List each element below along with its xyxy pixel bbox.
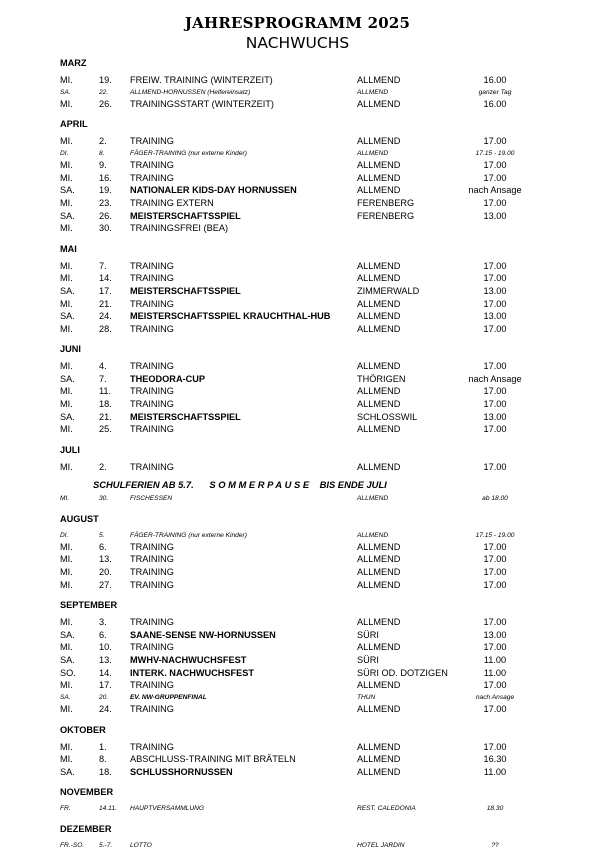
row-weekday: MI.	[60, 567, 73, 577]
row-weekday: SA.	[60, 629, 75, 640]
row-location: SCHLOSSWIL	[357, 411, 418, 422]
row-event: ALLMEND-HORNUSSEN (Helfereinsatz)	[130, 88, 251, 96]
row-event: TRAININGSSTART (WINTERZEIT)	[130, 98, 274, 109]
section-heading: MAI	[60, 243, 77, 254]
row-time: nach Ansage	[468, 185, 522, 196]
row-time: 17.00	[483, 617, 507, 628]
row-event: TRAINING EXTERN	[130, 197, 214, 208]
row-event: SAANE-SENSE NW-HORNUSSEN	[130, 629, 276, 640]
row-time: 17.00	[483, 197, 507, 208]
row-weekday: SA.	[60, 185, 75, 196]
row-time: 17.00	[483, 260, 507, 271]
row-time: ganzer Tag	[478, 88, 512, 96]
section-gap	[60, 235, 560, 240]
row-time: 17.00	[483, 273, 507, 284]
row-event: SCHLUSSHORNUSSEN	[130, 766, 233, 777]
schedule-row	[60, 272, 560, 285]
row-event: TRAINING	[130, 703, 174, 714]
row-event: TRAINING	[130, 136, 174, 147]
row-weekday: MI.	[60, 298, 73, 309]
row-weekday: MI.	[60, 273, 73, 284]
section-gap	[60, 716, 560, 721]
row-location: ALLMEND	[357, 172, 401, 183]
row-event: FISCHESSEN	[130, 495, 173, 503]
row-location: ALLMEND	[357, 642, 401, 653]
row-weekday: FR.	[60, 805, 71, 813]
row-time: 17.00	[483, 461, 507, 472]
row-date: 14.	[99, 273, 112, 284]
row-weekday: MI.	[60, 172, 73, 183]
row-location: ALLMEND	[357, 680, 401, 691]
row-weekday: SO.	[60, 667, 76, 678]
row-location: ALLMEND	[357, 88, 389, 96]
row-location: ALLMEND	[357, 323, 401, 334]
row-location: REST. CALEDONIA	[357, 805, 416, 813]
row-location: ALLMEND	[357, 160, 401, 171]
row-time: 11.00	[483, 667, 507, 678]
row-location: ALLMEND	[357, 741, 401, 752]
row-date: 11.	[99, 386, 112, 397]
row-weekday: MI.	[60, 703, 73, 714]
row-location: SÜRI	[357, 654, 379, 665]
row-location: ALLMEND	[357, 579, 401, 590]
row-date: 2.	[99, 136, 107, 147]
row-date: 10.	[99, 642, 112, 653]
row-date: 21.	[99, 411, 112, 422]
row-event: ABSCHLUSS-TRAINING MIT BRÄTELN	[130, 754, 296, 765]
row-weekday: MI.	[60, 323, 73, 334]
row-location: ALLMEND	[357, 554, 401, 565]
row-date: 21.	[99, 298, 112, 309]
row-location: FERENBERG	[357, 197, 415, 208]
schedule-row	[60, 803, 560, 814]
row-time: 17.00	[483, 541, 507, 552]
schedule-row	[60, 148, 560, 159]
row-time: 17.00	[483, 136, 507, 147]
schedule-row	[60, 461, 560, 474]
row-date: 20.	[99, 693, 109, 701]
row-time: 13.00	[483, 285, 507, 296]
row-event: FREIW. TRAINING (WINTERZEIT)	[130, 75, 273, 85]
row-event: INTERK. NACHWUCHSFEST	[130, 667, 255, 678]
row-event: TRAINING	[130, 273, 174, 284]
schedule-row	[60, 323, 560, 336]
row-date: 19.	[99, 75, 112, 85]
row-event: EV. NW-GRUPPENFINAL	[130, 693, 207, 701]
row-event: TRAINING	[130, 298, 174, 309]
schedule-row	[60, 530, 560, 541]
row-weekday: MI.	[60, 75, 73, 85]
section-heading: SEPTEMBER	[60, 600, 118, 611]
row-date: 18.	[99, 399, 112, 410]
row-date: 14.	[99, 667, 112, 678]
row-date: 13.	[99, 654, 112, 665]
row-event: TRAINING	[130, 160, 174, 171]
section-heading: MARZ	[60, 58, 87, 68]
row-event: MEISTERSCHAFTSSPIEL	[130, 285, 241, 296]
row-weekday: SA.	[60, 373, 75, 384]
schedule-row	[60, 98, 560, 111]
row-time: 17.00	[483, 579, 507, 590]
row-weekday: MI.	[60, 386, 73, 397]
row-date: 16.	[99, 172, 112, 183]
row-time: ??	[491, 841, 499, 849]
row-location: ALLMEND	[357, 98, 401, 109]
row-time: 17.00	[483, 386, 507, 397]
schedule-row	[60, 285, 560, 298]
row-date: 30.	[99, 495, 109, 503]
schedule-row	[60, 135, 560, 148]
row-time: 13.00	[483, 311, 507, 322]
section-heading: OKTOBER	[60, 724, 106, 735]
row-time: 17.00	[483, 554, 507, 565]
row-weekday: SA.	[60, 285, 75, 296]
section-heading: APRIL	[60, 119, 88, 130]
document-subtitle: NACHWUCHS	[245, 34, 350, 52]
row-weekday: MI.	[60, 361, 73, 372]
row-time: 18.30	[486, 805, 504, 813]
row-location: ALLMEND	[357, 185, 401, 196]
row-location: ALLMEND	[357, 495, 389, 503]
row-location: ALLMEND	[357, 461, 401, 472]
section-gap	[60, 436, 560, 441]
row-date: 24.	[99, 311, 112, 322]
schedule-row	[60, 74, 560, 87]
row-weekday: MI.	[60, 260, 73, 271]
row-weekday: MI.	[60, 579, 73, 590]
row-event: TRAINING	[130, 554, 174, 565]
note-summer-break: SOMMERPAUSE	[209, 479, 312, 491]
schedule-row	[60, 310, 560, 323]
row-date: 24.	[99, 703, 112, 714]
row-weekday: MI.	[60, 98, 73, 109]
row-location: ALLMEND	[357, 567, 401, 577]
schedule-row	[60, 741, 560, 754]
row-event: TRAINING	[130, 172, 174, 183]
schedule-row	[60, 566, 560, 579]
row-weekday: SA.	[60, 311, 75, 322]
row-event: MEISTERSCHAFTSSPIEL	[130, 411, 241, 422]
row-location: ALLMEND	[357, 298, 401, 309]
row-event: FÄGER-TRAINING (nur externe Kinder)	[130, 531, 247, 539]
row-weekday: FR.-SO.	[60, 841, 85, 849]
section-gap	[60, 505, 560, 510]
schedule-row	[60, 766, 560, 779]
row-time: 17.00	[483, 680, 507, 691]
row-time: 11.00	[483, 654, 507, 665]
section-gap	[60, 110, 560, 115]
row-weekday: MI.	[60, 495, 70, 503]
row-date: 8.	[99, 149, 105, 157]
schedule-row	[60, 87, 560, 98]
schedule-row	[60, 579, 560, 592]
row-time: 17.00	[483, 567, 507, 577]
row-location: ALLMEND	[357, 754, 401, 765]
row-event: TRAINING	[130, 424, 174, 435]
schedule-row	[60, 197, 560, 210]
row-time: 17.00	[483, 703, 507, 714]
section-gap	[60, 815, 560, 820]
row-time: 17.00	[483, 642, 507, 653]
schedule-row	[60, 260, 560, 273]
row-location: ALLMEND	[357, 75, 401, 85]
row-time: 13.00	[483, 629, 507, 640]
row-date: 6.	[99, 541, 107, 552]
row-date: 25.	[99, 424, 112, 435]
row-weekday: SA.	[60, 88, 71, 96]
row-time: 11.00	[483, 766, 507, 777]
row-date: 30.	[99, 223, 112, 234]
row-weekday: SA.	[60, 210, 75, 221]
row-time: 13.00	[483, 210, 507, 221]
row-time: 17.00	[483, 399, 507, 410]
row-location: ALLMEND	[357, 766, 401, 777]
row-time: nach Ansage	[475, 693, 515, 701]
row-date: 7.	[99, 373, 107, 384]
section-gap	[60, 591, 560, 596]
row-weekday: MI.	[60, 554, 73, 565]
row-event: TRAINING	[130, 260, 174, 271]
row-event: TRAINING	[130, 579, 174, 590]
row-location: ALLMEND	[357, 311, 401, 322]
row-date: 6.	[99, 629, 107, 640]
row-time: 17.00	[483, 361, 507, 372]
row-location: SÜRI OD. DOTZIGEN	[357, 667, 448, 678]
schedule-row	[60, 298, 560, 311]
schedule-row	[60, 411, 560, 424]
row-weekday: SA.	[60, 766, 75, 777]
row-time: 17.00	[483, 323, 507, 334]
row-date: 28.	[99, 323, 112, 334]
row-event: TRAINING	[130, 386, 174, 397]
row-weekday: MI.	[60, 223, 73, 234]
row-weekday: MI.	[60, 541, 73, 552]
row-date: 5.	[99, 531, 105, 539]
row-date: 1.	[99, 741, 107, 752]
row-event: TRAINING	[130, 399, 174, 410]
row-weekday: SA.	[60, 411, 75, 422]
row-event: TRAININGSFREI (BEA)	[130, 223, 229, 234]
schedule-row	[60, 360, 560, 373]
row-event: TRAINING	[130, 541, 174, 552]
schedule-row	[60, 753, 560, 766]
row-event: HAUPTVERSAMMLUNG	[130, 805, 205, 813]
row-time: 17.00	[483, 160, 507, 171]
row-event: MWHV-NACHWUCHSFEST	[130, 654, 247, 665]
row-time: 13.00	[483, 411, 507, 422]
row-event: TRAINING	[130, 642, 174, 653]
schedule-row	[60, 398, 560, 411]
row-weekday: MI.	[60, 136, 73, 147]
row-event: MEISTERSCHAFTSSPIEL	[130, 210, 241, 221]
row-location: ALLMEND	[357, 617, 401, 628]
row-time: 17.00	[483, 298, 507, 309]
row-weekday: MI.	[60, 617, 73, 628]
row-weekday: MI.	[60, 461, 73, 472]
row-location: ALLMEND	[357, 424, 401, 435]
schedule-row	[60, 641, 560, 654]
row-event: TRAINING	[130, 461, 174, 472]
schedule-row	[60, 629, 560, 642]
row-date: 5.-7.	[99, 841, 113, 849]
row-time: 16.00	[483, 98, 507, 109]
row-weekday: DI.	[60, 531, 69, 539]
row-date: 17.	[99, 285, 112, 296]
row-event: TRAINING	[130, 680, 174, 691]
row-location: THUN	[357, 693, 376, 701]
row-date: 3.	[99, 617, 107, 628]
row-event: THEODORA-CUP	[130, 373, 206, 384]
section-gap	[60, 851, 560, 856]
row-time: 16.30	[483, 754, 507, 765]
row-date: 7.	[99, 260, 107, 271]
section-heading: NOVEMBER	[60, 787, 114, 798]
schedule-row	[60, 616, 560, 629]
row-event: TRAINING	[130, 567, 174, 577]
section-gap	[60, 778, 560, 783]
row-event: TRAINING	[130, 323, 174, 334]
row-location: ALLMEND	[357, 260, 401, 271]
row-weekday: MI.	[60, 424, 73, 435]
row-location: ALLMEND	[357, 399, 401, 410]
note-until: BIS ENDE JULI	[319, 479, 387, 491]
row-weekday: MI.	[60, 197, 73, 208]
schedule-row	[60, 423, 560, 436]
section-heading: AUGUST	[60, 513, 99, 524]
row-event: MEISTERSCHAFTSSPIEL KRAUCHTHAL-HUB	[130, 311, 331, 322]
schedule-row	[60, 159, 560, 172]
row-location: ALLMEND	[357, 531, 389, 539]
row-event: TRAINING	[130, 361, 174, 372]
section-heading: JULI	[60, 444, 80, 455]
schedule-row	[60, 667, 560, 680]
row-event: TRAINING	[130, 741, 174, 752]
schedule-row	[60, 703, 560, 716]
row-date: 18.	[99, 766, 112, 777]
row-date: 2.	[99, 461, 107, 472]
row-weekday: MI.	[60, 754, 73, 765]
section-heading: JUNI	[60, 344, 81, 355]
row-location: ALLMEND	[357, 136, 401, 147]
row-location: ZIMMERWALD	[357, 285, 420, 296]
schedule-row	[60, 222, 560, 235]
row-date: 9.	[99, 160, 107, 171]
row-date: 17.	[99, 680, 112, 691]
row-time: ab 18.00	[482, 495, 508, 503]
row-location: HOTEL JARDIN	[357, 841, 405, 849]
row-date: 27.	[99, 579, 112, 590]
row-time: 17.00	[483, 424, 507, 435]
row-weekday: SA.	[60, 693, 71, 701]
row-time: nach Ansage	[468, 373, 522, 384]
row-location: ALLMEND	[357, 386, 401, 397]
row-time: 17.15 - 19.00	[475, 149, 515, 157]
row-weekday: MI.	[60, 399, 73, 410]
row-date: 8.	[99, 754, 107, 765]
schedule-row	[60, 553, 560, 566]
schedule-row	[60, 172, 560, 185]
row-weekday: DI.	[60, 149, 69, 157]
row-weekday: MI.	[60, 160, 73, 171]
schedule-row	[60, 184, 560, 197]
row-location: THÖRIGEN	[357, 373, 406, 384]
row-time: 17.00	[483, 172, 507, 183]
row-date: 4.	[99, 361, 107, 372]
section-gap	[60, 335, 560, 340]
row-event: TRAINING	[130, 617, 174, 628]
document-title: JAHRESPROGRAMM 2025	[184, 14, 411, 32]
row-date: 13.	[99, 554, 112, 565]
row-location: ALLMEND	[357, 703, 401, 714]
schedule-content	[60, 58, 560, 856]
schedule-row	[60, 385, 560, 398]
schedule-row	[60, 541, 560, 554]
row-date: 26.	[99, 98, 112, 109]
row-weekday: MI.	[60, 741, 73, 752]
schedule-row	[60, 679, 560, 692]
row-weekday: SA.	[60, 654, 75, 665]
schedule-row	[60, 692, 560, 703]
row-weekday: MI.	[60, 642, 73, 653]
row-location: ALLMEND	[357, 361, 401, 372]
row-time: 17.00	[483, 741, 507, 752]
row-location: ALLMEND	[357, 149, 389, 157]
row-date: 23.	[99, 197, 112, 208]
row-date: 14.11.	[99, 805, 117, 813]
row-date: 19.	[99, 185, 112, 196]
summer-break-note	[60, 473, 560, 493]
schedule-row	[60, 840, 560, 851]
row-time: 16.00	[483, 75, 507, 85]
row-date: 26.	[99, 210, 112, 221]
row-event: FÄGER-TRAINING (nur externe Kinder)	[130, 149, 247, 157]
row-event: NATIONALER KIDS-DAY HORNUSSEN	[130, 185, 297, 196]
schedule-row	[60, 210, 560, 223]
row-weekday: MI.	[60, 680, 73, 691]
schedule-row	[60, 493, 560, 504]
note-holidays: SCHULFERIEN AB 5.7.	[93, 479, 194, 491]
row-location: FERENBERG	[357, 210, 415, 221]
row-time: 17.15 - 19.00	[475, 531, 515, 539]
row-date: 22.	[99, 88, 109, 96]
section-heading: DEZEMBER	[60, 823, 112, 834]
row-location: SÜRI	[357, 629, 379, 640]
row-location: ALLMEND	[357, 273, 401, 284]
row-event: LOTTO	[130, 841, 152, 849]
row-date: 20.	[99, 567, 112, 577]
schedule-row	[60, 654, 560, 667]
row-location: ALLMEND	[357, 541, 401, 552]
schedule-row	[60, 373, 560, 386]
